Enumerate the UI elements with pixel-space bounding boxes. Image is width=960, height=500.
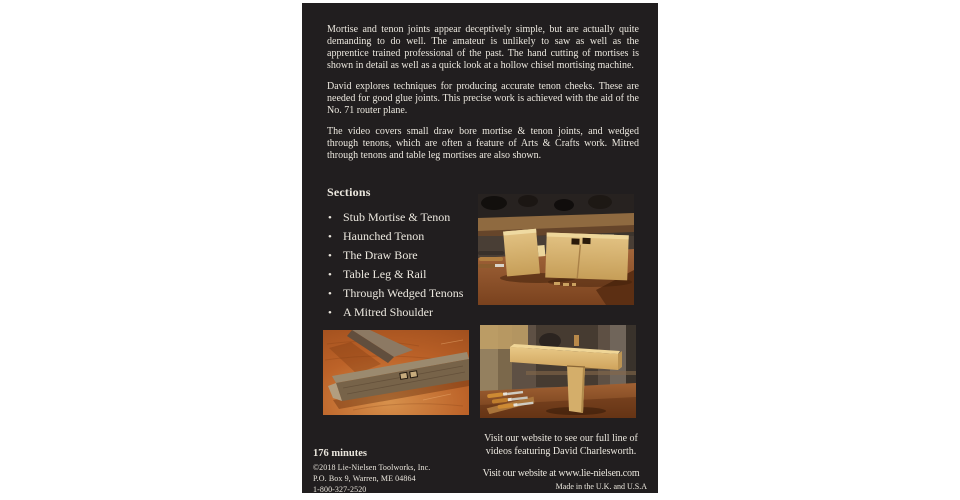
section-item-label: A Mitred Shoulder <box>343 305 433 319</box>
section-item <box>327 208 487 227</box>
paragraph-tenon-cheeks: David explores techniques for producing accurate tenon cheeks. These are needed for good glue joints. This precise work is achieved with the aid of the No. 71 router plane. <box>327 81 639 116</box>
runtime-label: 176 minutes <box>313 448 367 459</box>
sections-list <box>327 208 487 322</box>
promo-line-1: Visit our website to see our full line of <box>484 433 638 444</box>
photo-walnut-wedged-tenon <box>323 330 469 415</box>
paragraph-mortise-intro: Mortise and tenon joints appear deceptively simple, but are actually quite demanding to do well. The amateur is unlikely to saw as well as the apprentice trained professional of the past. The hand cutting of mortises is shown in detail as well as a quick look at a hollow chisel mortising machine. <box>327 24 639 71</box>
section-item-label: Table Leg & Rail <box>343 267 427 281</box>
website-line: Visit our website at www.lie-nielsen.com <box>482 468 640 479</box>
dvd-back-cover <box>302 3 658 493</box>
photo-through-tenon-chisels <box>480 325 636 418</box>
copyright-line: ©2018 Lie-Nielsen Toolworks, Inc. <box>313 463 431 472</box>
photo-through-tenon-chisels-illustration <box>480 325 636 418</box>
website-info-block <box>472 432 650 492</box>
paragraph-video-covers: The video covers small draw bore mortise & tenon joints, and wedged through tenons, which are often a feature of Arts & Crafts work. Mitred through tenons and table leg mortises are also shown. <box>327 126 639 161</box>
section-item <box>327 284 487 303</box>
section-item <box>327 246 487 265</box>
bullet-icon: • <box>328 231 332 243</box>
section-item-label: Stub Mortise & Tenon <box>343 210 451 224</box>
bullet-icon: • <box>328 307 332 319</box>
address-line: P.O. Box 9, Warren, ME 04864 <box>313 473 416 483</box>
bullet-icon: • <box>328 269 332 281</box>
bullet-icon: • <box>328 288 332 300</box>
sections-title: Sections <box>327 185 371 199</box>
section-item-label: Through Wedged Tenons <box>343 286 464 300</box>
made-in-line: Made in the U.K. and U.S.A <box>555 482 647 491</box>
sections-block <box>327 185 487 322</box>
section-item <box>327 227 487 246</box>
section-item <box>327 303 487 322</box>
bullet-icon: • <box>328 212 332 224</box>
phone-line: 1-800-327-2520 <box>313 484 367 494</box>
promo-line-2: videos featuring David Charlesworth. <box>485 446 637 457</box>
photo-walnut-wedged-tenon-illustration <box>323 330 469 415</box>
section-item <box>327 265 487 284</box>
photo-stub-mortise-tenon <box>478 194 634 305</box>
section-item-label: The Draw Bore <box>343 248 418 262</box>
bullet-icon: • <box>328 250 332 262</box>
photo-stub-mortise-tenon-illustration <box>478 194 634 305</box>
section-item-label: Haunched Tenon <box>343 229 425 243</box>
description-block <box>327 24 639 171</box>
publisher-info-block <box>313 447 430 495</box>
